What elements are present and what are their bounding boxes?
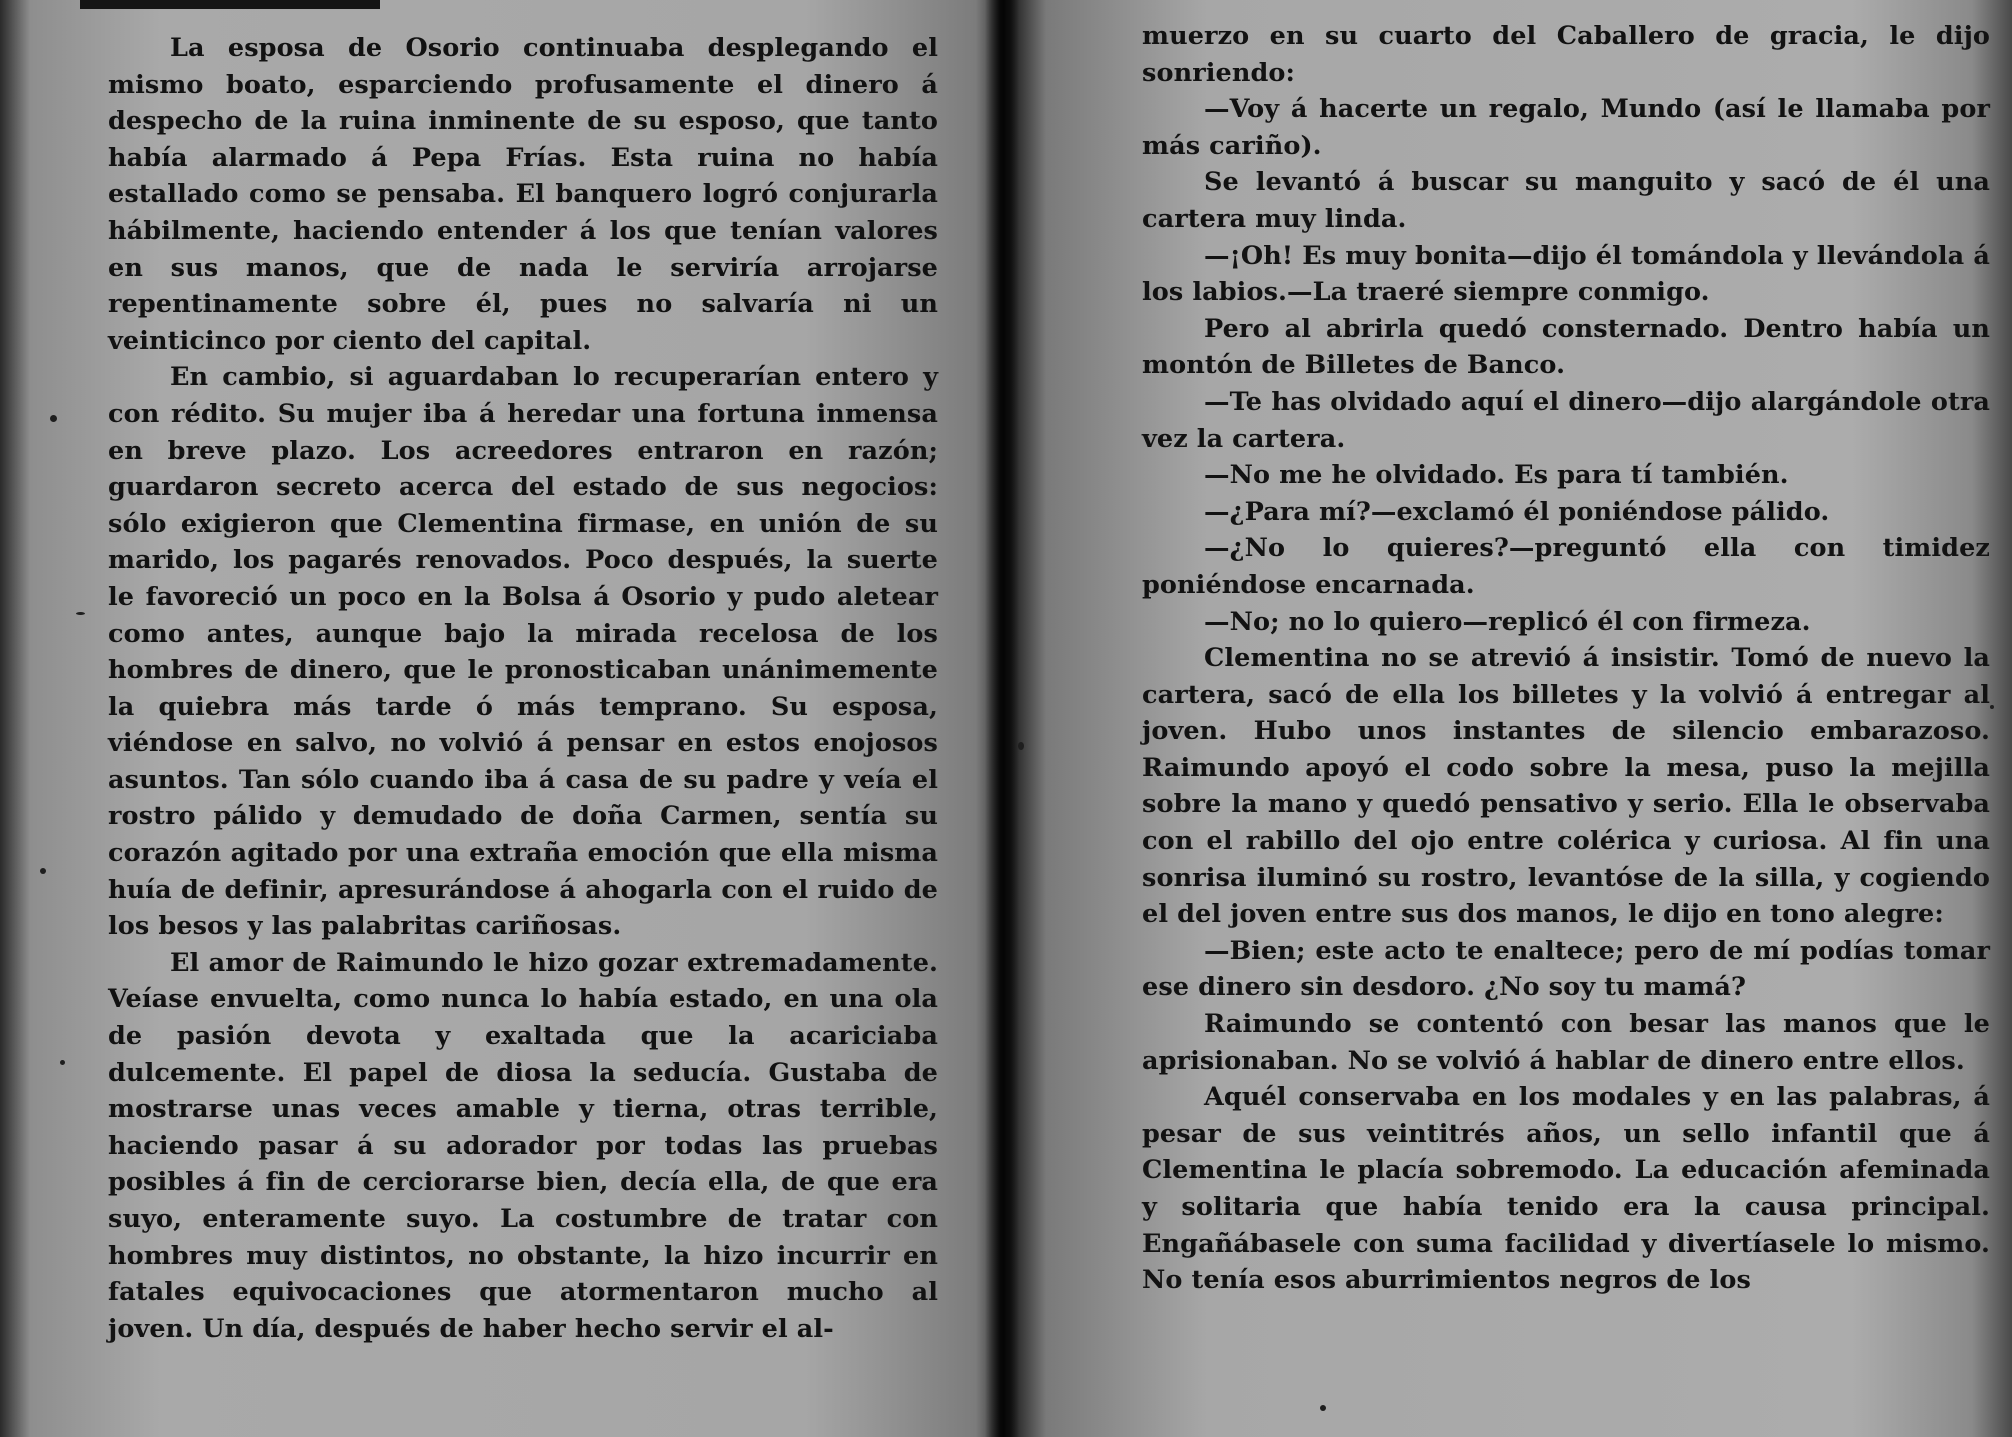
left-paragraph-1: La esposa de Osorio continuaba desplegando el mismo boato, esparciendo profusamente el dinero á despecho de la ruina inminente de su esposo, que tanto había alarmado á Pepa Frías. Esta ruina no había estallado como se pensaba. El banquero logró conjurarla hábilmente, haciendo entender á los que tenían valores en sus manos, que de nada le serviría arrojarse repentinamente sobre él, pues no salvaría ni un veinticinco por ciento del capital. <box>108 33 938 356</box>
right-paragraph-5: Pero al abrirla quedó consternado. Dentro había un montón de Billetes de Banco. <box>1142 313 1990 381</box>
right-paragraph-10: —No; no lo quiero—replicó él con firmeza. <box>1204 606 1811 637</box>
right-paragraph-14: Aquél conservaba en los modales y en las palabras, á pesar de sus veintitrés años, un sello infantil que á Clementina le placía sobremodo. La educación afeminada y solitaria que había tenido era la causa principal. Engañábasele con suma facilidad y divertíasele lo mismo. No tenía esos aburrimientos negros de los <box>1142 1082 1990 1296</box>
ink-speck <box>40 868 46 874</box>
ink-speck <box>1320 1405 1326 1411</box>
right-paragraph-13: Raimundo se contentó con besar las manos que le aprisionaban. No se volvió á hablar de dinero entre ellos. <box>1142 1009 1990 1076</box>
left-page <box>0 0 990 1437</box>
left-paragraph-3: El amor de Raimundo le hizo gozar extremadamente. Veíase envuelta, como nunca lo había estado, en una ola de pasión devota y exaltada que la acariciaba dulcemente. El papel de diosa la seducía. Gustaba de mostrarse unas veces amable y tierna, otras terrible, haciendo pasar á su adorador por todas las pruebas posibles á fin de cerciorarse bien, decía ella, de que era suyo, enteramente suyo. La costumbre de tratar con hombres muy distintos, no obstante, la hizo incurrir en fatales equivocaciones que atormentaron mucho al joven. Un día, después de haber hecho servir el al- <box>108 947 938 1344</box>
right-paragraph-4: —¡Oh! Es muy bonita—dijo él tomándola y llevándola á los labios.—La traeré siempre conmigo. <box>1142 240 1990 308</box>
right-paragraph-2: —Voy á hacerte un regalo, Mundo (así le llamaba por más cariño). <box>1142 94 1990 161</box>
right-paragraph-8: —¿Para mí?—exclamó él poniéndose pálido. <box>1204 496 1830 527</box>
left-paragraph-2: En cambio, si aguardaban lo recuperarían entero y con rédito. Su mujer iba á heredar una fortuna inmensa en breve plazo. Los acreedores entraron en razón; guardaron secreto acerca del estado de sus negocios: sólo exigieron que Clementina firmase, en unión de su marido, los pagarés renovados. Poco después, la suerte le favoreció un poco en la Bolsa á Osorio y pudo aletear como antes, aunque bajo la mirada recelosa de los hombres de dinero, que le pronosticaban unánimemente la quiebra más tarde ó más temprano. Su esposa, viéndose en salvo, no volvió á pensar en estos enojosos asuntos. Tan sólo cuando iba á casa de su padre y veía el rostro pálido y demudado de doña Carmen, sentía su corazón agitado por una extraña emoción que ella misma huía de definir, apresurándose á ahogarla con el ruido de los besos y las palabritas cariñosas. <box>108 362 938 942</box>
right-page <box>1012 0 2012 1437</box>
right-paragraph-6: —Te has olvidado aquí el dinero—dijo alargándole otra vez la cartera. <box>1142 386 1990 454</box>
ink-speck <box>76 612 85 615</box>
right-paragraph-3: Se levantó á buscar su manguito y sacó de él una cartera muy linda. <box>1142 167 1990 234</box>
right-paragraph-12: —Bien; este acto te enaltece; pero de mí podías tomar ese dinero sin desdoro. ¿No soy tu mamá? <box>1142 935 1990 1003</box>
ink-speck <box>1018 742 1024 750</box>
right-paragraph-7: —No me he olvidado. Es para tí también. <box>1204 460 1789 491</box>
ink-speck <box>1990 705 1994 709</box>
right-paragraph-9: —¿No lo quieres?—preguntó ella con timidez poniéndose encarnada. <box>1142 533 1990 600</box>
right-paragraph-1: muerzo en su cuarto del Caballero de gracia, le dijo sonriendo: <box>1142 21 1990 88</box>
ink-speck <box>60 1060 65 1065</box>
ink-speck <box>50 415 57 422</box>
top-rule <box>80 0 380 9</box>
right-paragraph-11: Clementina no se atrevió á insistir. Tomó de nuevo la cartera, sacó de ella los billetes y la volvió á entregar al joven. Hubo unos instantes de silencio embarazoso. Raimundo apoyó el codo sobre la mesa, puso la mejilla sobre la mano y quedó pensativo y serio. Ella le observaba con el rabillo del ojo entre colérica y curiosa. Al fin una sonrisa iluminó su rostro, levantóse de la silla, y cogiendo el del joven entre sus dos manos, le dijo en tono alegre: <box>1142 643 1990 930</box>
